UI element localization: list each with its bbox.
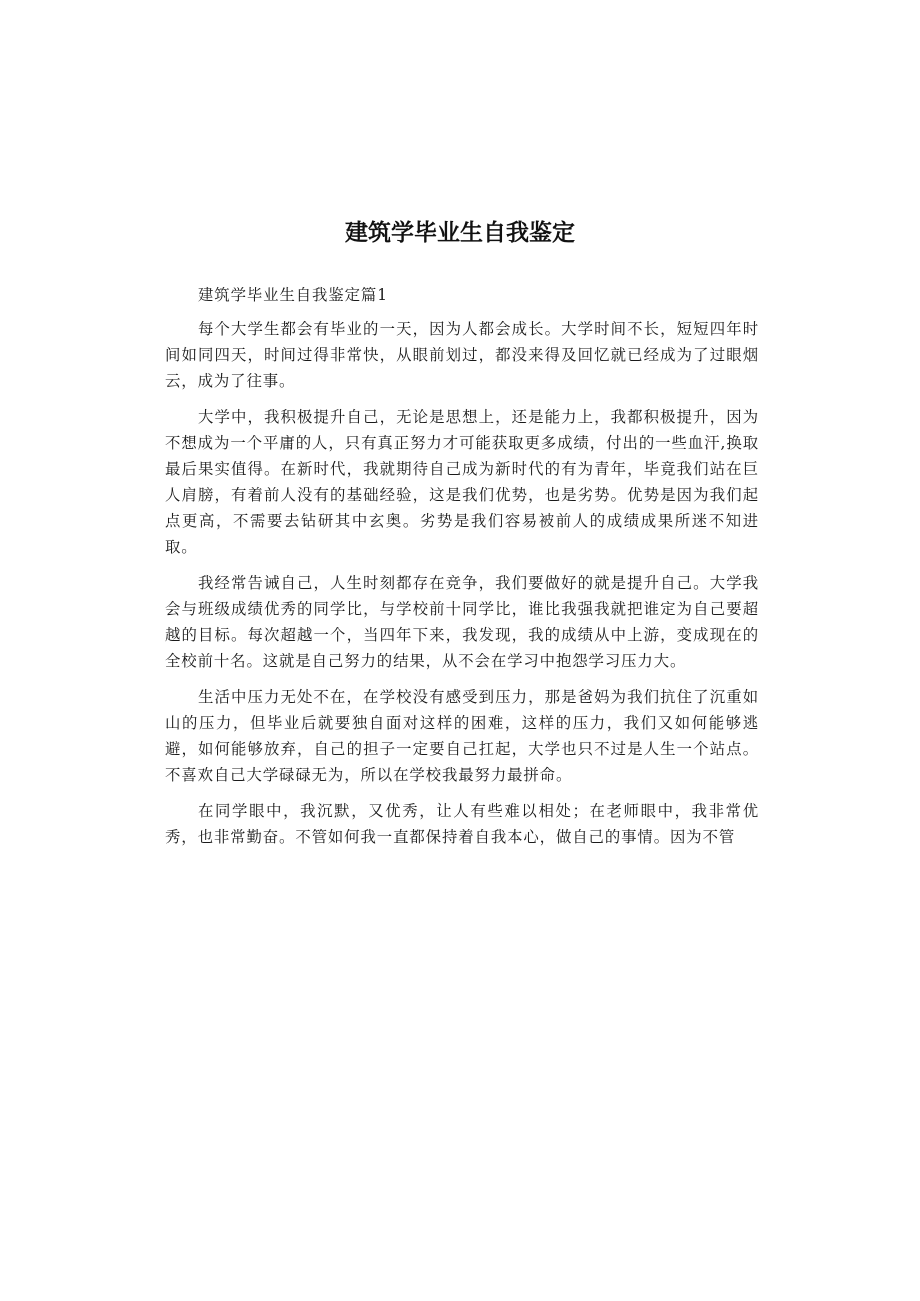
paragraph-2: 大学中，我积极提升自己，无论是思想上，还是能力上，我都积极提升，因为不想成为一个平庸的人，只有真正努力才可能获取更多成绩，付出的一些血汗,换取最后果实值得。在新时代，我就期待自己成为新时代的有为青年，毕竟我们站在巨人肩膀，有着前人没有的基础经验，这是我们优势，也是劣势。优势是因为我们起点更高，不需要去钻研其中玄奥。劣势是我们容易被前人的成绩成果所迷不知进取。 [165, 408, 759, 556]
section-heading: 建筑学毕业生自我鉴定篇1 [198, 286, 388, 304]
paragraph-4: 生活中压力无处不在，在学校没有感受到压力，那是爸妈为我们抗住了沉重如山的压力，但毕业后就要独自面对这样的困难，这样的压力，我们又如何能够逃避，如何能够放弃，自己的担子一定要自己扛起，大学也只不过是人生一个站点。不喜欢自己大学碌碌无为，所以在学校我最努力最拼命。 [165, 688, 759, 784]
page-title: 建筑学毕业生自我鉴定 [345, 220, 575, 246]
paragraph-1: 每个大学生都会有毕业的一天，因为人都会成长。大学时间不长，短短四年时间如同四天，时间过得非常快，从眼前划过，都没来得及回忆就已经成为了过眼烟云，成为了往事。 [165, 320, 759, 390]
paragraph-5: 在同学眼中，我沉默，又优秀，让人有些难以相处；在老师眼中，我非常优秀，也非常勤奋。不管如何我一直都保持着自我本心，做自己的事情。因为不管 [165, 802, 759, 846]
document-body [165, 282, 759, 860]
paragraph-3: 我经常告诫自己，人生时刻都存在竞争，我们要做好的就是提升自己。大学我会与班级成绩优秀的同学比，与学校前十同学比，谁比我强我就把谁定为自己要超越的目标。每次超越一个，当四年下来，我发现，我的成绩从中上游，变成现在的全校前十名。这就是自己努力的结果，从不会在学习中抱怨学习压力大。 [165, 574, 759, 670]
